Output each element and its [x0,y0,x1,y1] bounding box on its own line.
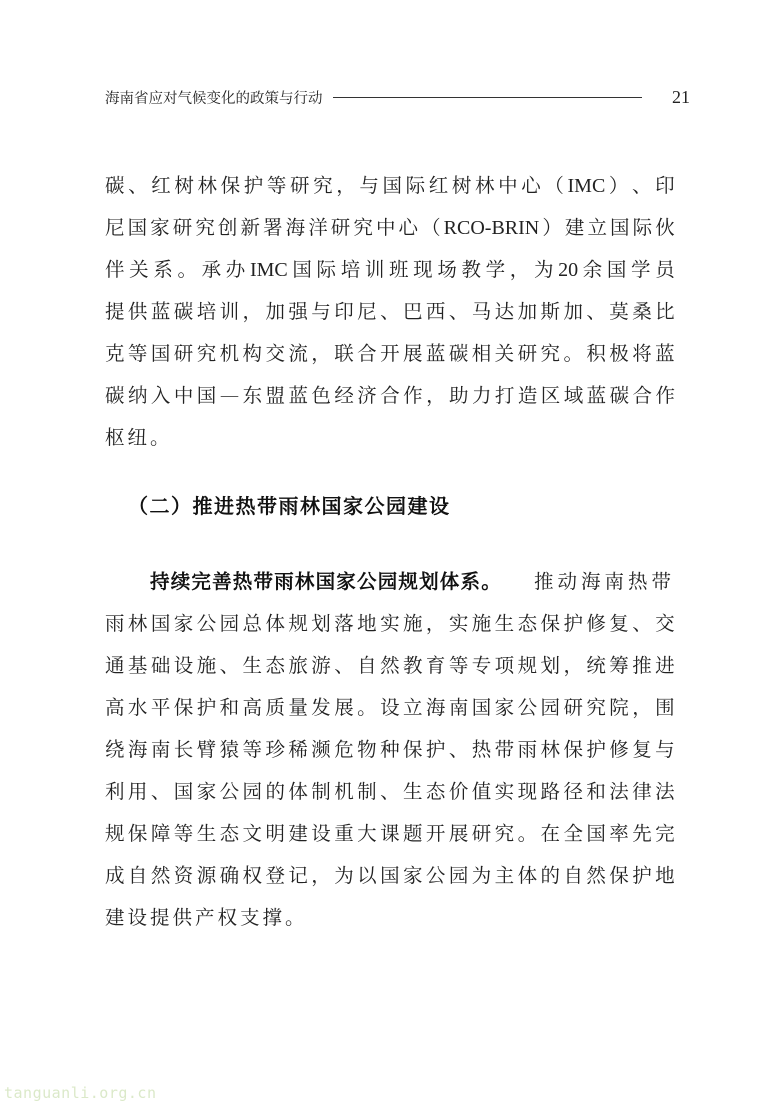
header-rule [333,97,643,98]
text-line: 建设提供产权支撑。 [105,906,308,929]
page-header [105,86,690,108]
running-title: 海南省应对气候变化的政策与行动 [105,90,323,107]
text-line: 成 自 然 资 源 确 权 登 记 ， 为 以 国 家 公 园 为 主 体 的 自 然 保 护 地 [105,864,675,887]
text-line: 克 等 国 研 究 机 构 交 流 ， 联 合 开 展 蓝 碳 相 关 研 究 。 积 极 将 蓝 [105,342,675,365]
text-line: 高 水 平 保 护 和 高 质 量 发 展 。 设 立 海 南 国 家 公 园 研 究 院 ， 围 [105,696,675,719]
text-line: 伴 关 系 。 承 办 IMC 国 际 培 训 班 现 场 教 学 ， 为 20 余 国 学 员 [105,258,675,281]
text-line: 枢纽。 [105,426,173,449]
text-line: 碳 、 红 树 林 保 护 等 研 究 ， 与 国 际 红 树 林 中 心 （ IMC ） 、 印 [105,174,675,197]
text-line-first [150,570,675,594]
section-heading: （二）推进热带雨林国家公园建设 [128,494,451,518]
page-number: 21 [672,86,690,107]
text-line: 利 用 、 国 家 公 园 的 体 制 机 制 、 生 态 价 值 实 现 路 径 和 法 律 法 [105,780,675,803]
text-line: 绕 海 南 长 臂 猿 等 珍 稀 濒 危 物 种 保 护 、 热 带 雨 林 保 护 修 复 与 [105,738,675,761]
paragraph-lead-rest: 推动海南热带 [533,570,675,593]
text-line: 碳 纳 入 中 国 — 东 盟 蓝 色 经 济 合 作 ， 助 力 打 造 区 域 蓝 碳 合 作 [105,384,675,407]
watermark: tanguanli.org.cn [4,1084,157,1102]
text-line: 规 保 障 等 生 态 文 明 建 设 重 大 课 题 开 展 研 究 。 在 全 国 率 先 完 [105,822,675,845]
text-line: 尼 国 家 研 究 创 新 署 海 洋 研 究 中 心 （ RCO-BRIN ） 建 立 国 际 伙 [105,216,675,239]
text-line: 雨 林 国 家 公 园 总 体 规 划 落 地 实 施 ， 实 施 生 态 保 护 修 复 、 交 [105,612,675,635]
text-line: 提 供 蓝 碳 培 训 ， 加 强 与 印 尼 、 巴 西 、 马 达 加 斯 加 、 莫 桑 比 [105,300,675,323]
text-line: 通 基 础 设 施 、 生 态 旅 游 、 自 然 教 育 等 专 项 规 划 ， 统 筹 推 进 [105,654,675,677]
paragraph-lead-bold: 持续完善热带雨林国家公园规划体系。 [150,570,502,593]
